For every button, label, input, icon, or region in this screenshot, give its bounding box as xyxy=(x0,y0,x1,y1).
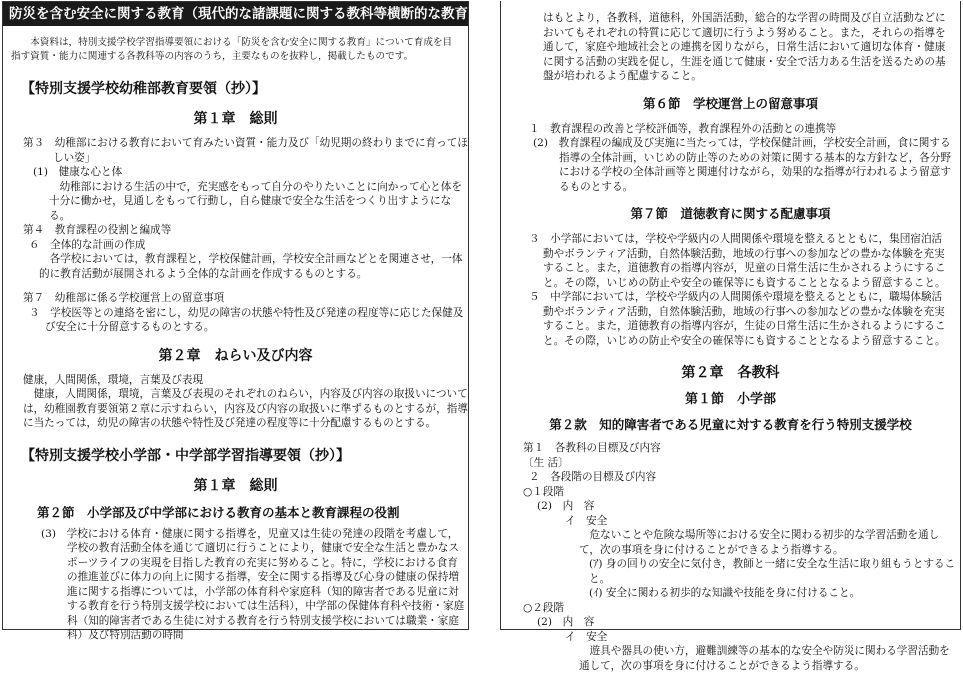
kg-item-3-1-body: 幼稚部における生活の中で，充実感をもって自分のやりたいことに向かって心と体を十分に働かせ，見通しをもって行動し，自ら健康で安全な生活をつくり出すようになる。 xyxy=(49,180,462,222)
section6-heading: 第６節 学校運営上の留意事項 xyxy=(642,95,818,111)
elementary-chapter1-heading: 第１章 総則 xyxy=(193,477,278,494)
kg-item-7: 第７ 幼稚部に係る学校運営上の留意事項 xyxy=(23,292,225,304)
stage2-content-label: (2) 内 容 xyxy=(537,616,595,628)
section7-heading: 第７節 道徳教育に関する配慮事項 xyxy=(630,206,831,221)
intro-text: 本資料は，特別支援学校学習指導要領における「防災を含む安全に関する教育」について育成を目指す資質・能力に関連する各教科等の内容のうち，主要なものを抜粋し，掲載したものです。 xyxy=(11,37,453,62)
kindergarten-chapter2-heading: 第２章 ねらい及び内容 xyxy=(158,347,313,364)
kg-item-7-3: ３ 学校医等との連絡を密にし，幼児の障害の状態や特性及び発達の程度等に応じた保健及び安全に十分留意するものとする。 xyxy=(29,306,464,333)
kg-ch2-head: 健康，人間関係，環境，言葉及び表現 xyxy=(23,373,204,386)
stage2-safety-label: イ 安全 xyxy=(565,630,608,643)
stage2-label: ○２段階 xyxy=(523,601,565,614)
kindergarten-doc-title: 【特別支援学校幼稚部教育要領（抄）】 xyxy=(21,81,266,97)
page-header-bar: 防災を含む安全に関する教育（現代的な諸課題に関する教科等横断的な教育内容） xyxy=(3,2,468,26)
chapter2-heading: 第２章 各教科 xyxy=(681,365,780,381)
kg-ch2-body: 健康，人間関係，環境，言葉及び表現のそれぞれのねらい，内容及び内容の取扱いについては，幼稚園教育要領第２章に示すねらい，内容及び内容の取扱いに準ずるものとするが，指導に当たっては，幼児の障害の状態や特性及び発達の程度等に十分配慮するものとする。 xyxy=(23,388,468,429)
kg-item-3-1: (1) 健康な心と体 xyxy=(33,166,123,178)
stage1-content-label: (2) 内 容 xyxy=(537,500,595,512)
stage1-label: ○１段階 xyxy=(523,485,565,498)
chapter2-section1-heading: 第１節 小学部 xyxy=(684,392,776,407)
right-page xyxy=(500,1,961,672)
kg-item-4: 第４ 教育課程の役割と編成等 xyxy=(23,224,172,236)
elem-item-3: (3) 学校における体育・健康に関する指導を，児童又は生徒の発達の段階を考慮して，学校の教育活動全体を通じて適切に行うことにより，健康で安全な生活と豊かなスポーツライフの実現を目指した教育の充実に努めること。特に，学校における食育の推進並びに体力の向上に関する指導，安全に関する指導及び心身の健康の保持増進に関する指導については，小学部の体育科や家庭科（知的障害者である児童に対する教育を行う特別支援学校においては生活科），中学部の保健体育科や技術・家庭科（知的障害者である生徒に対する教育を行う特別支援学校においては職業・家庭科）及び特別活動の時間 xyxy=(41,527,465,641)
left-page xyxy=(2,1,509,641)
s6-item-2: (2) 教育課程の編成及び実施に当たっては，学校保健計画，学校安全計画，食に関する指導の全体計画，いじめの防止等のための対策に関する基本的な方針など，各分野における学校の全体計画等と関連付けながら，効果的な指導が行われるよう留意するものとする。 xyxy=(533,137,951,193)
chapter2-article2-heading: 第２款 知的障害者である児童に対する教育を行う特別支援学校 xyxy=(549,417,912,432)
stage2-safety-body: 遊具や器具の使い方，避難訓練等の基本的な安全や防災に関わる学習活動を通して，次の事項を身に付けることができるよう指導する。 xyxy=(579,645,950,672)
s7-item-5: ５ 中学部においては，学校や学級内の人間関係や環境を整えるとともに，職場体験活動やボランティア活動，自然体験活動，地域の行事への参加などの豊かな体験を充実すること。また，道徳教育の指導内容が，生徒の日常生活に生かされるようにすること。その際，いじめの防止や安全の確保等にも資することとなるよう留意すること。 xyxy=(529,291,946,347)
kindergarten-chapter1-heading: 第１章 総則 xyxy=(193,111,278,127)
elementary-section2-heading: 第２節 小学部及び中学部における教育の基本と教育課程の役割 xyxy=(37,504,400,520)
d1-line: 第１ 各教科の目標及び内容 xyxy=(523,442,661,454)
stage1-safety-a: (ｱ) 身の回りの安全に気付き，教師と一緒に安全な生活に取り組もうとすること。 xyxy=(589,558,956,585)
stage1-safety-i: (ｲ) 安全に関わる初歩的な知識や技能を身に付けること。 xyxy=(589,587,861,599)
d2-line: ２ 各段階の目標及び内容 xyxy=(529,471,657,483)
kg-item-4-6: ６ 全体的な計画の作成 xyxy=(29,238,146,251)
stage1-safety-label: イ 安全 xyxy=(565,514,608,527)
kg-item-3: 第３ 幼稚部における教育において育みたい資質・能力及び「幼児期の終わりまでに育ってほしい姿」 xyxy=(23,137,468,164)
cont-text: はもとより，各教科，道徳科，外国語活動，総合的な学習の時間及び自立活動などにおいてもそれぞれの特質に応じて適切に行うよう努めること。また，それらの指導を通して，家庭や地域社会との連携を図りながら，日常生活において適切な体育・健康に関する活動の実践を促し，生涯を通じて健康・安全で活力ある生活を送るための基盤が培われるよう配慮すること。 xyxy=(543,12,946,82)
s7-item-3: ３ 小学部においては，学校や学級内の人間関係や環境を整えるとともに，集団宿泊活動やボランティア活動，自然体験活動，地域の行事への参加などの豊かな体験を充実すること。また，道徳教育の指導内容が，児童の日常生活に生かされるようにすること。その際，いじめの防止や安全の確保等にも資することとなるよう留意すること。 xyxy=(529,233,946,289)
s6-item-1: １ 教育課程の改善と学校評価等，教育課程外の活動との連携等 xyxy=(529,122,837,135)
stage1-safety-body: 危ないことや危険な場所等における安全に関わる初歩的な学習活動を通して，次の事項を身に付けることができるよう指導する。 xyxy=(579,529,940,556)
elementary-doc-title: 【特別支援学校小学部・中学部学習指導要領（抄）】 xyxy=(21,447,350,464)
kg-item-4-6-body: 各学校においては，教育課程と，学校保健計画，学校安全計画などとを関連させ，一体的に教育活動が展開されるよう全体的な計画を作成するものとする。 xyxy=(39,253,463,280)
seikatsu-label: 〔生 活〕 xyxy=(523,456,569,469)
